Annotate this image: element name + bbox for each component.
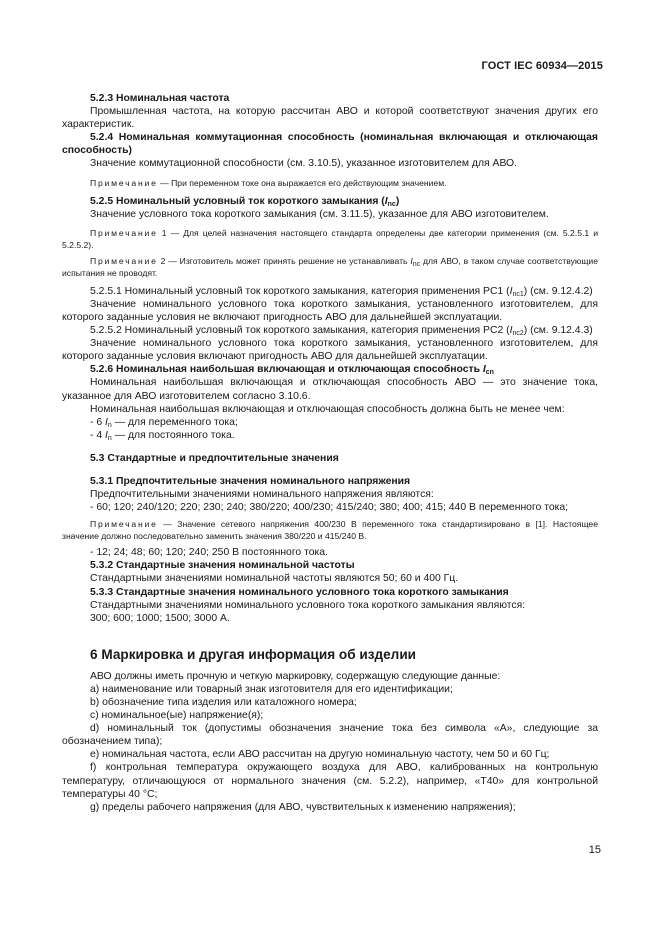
section-5-3-1-text: Предпочтительными значениями номинального напряжения являются: xyxy=(90,489,434,501)
symbol-subscript: n xyxy=(107,434,112,442)
list-item: c) номинальное(ые) напряжение(я); xyxy=(90,710,264,722)
symbol: I xyxy=(509,285,513,297)
section-5-2-5-2-head xyxy=(62,324,598,337)
note-text: 1 — Для целей назначения настоящего стандарта определены две категории применения (см. 5.2.5.1 и 5.2.5.2). xyxy=(62,227,598,250)
section-5-3-1-note xyxy=(62,518,598,542)
list-item: g) пределы рабочего напряжения (для АВО, чувствительных к изменению напряжения); xyxy=(90,801,516,813)
list-item: e) номинальная частота, если АВО рассчитан на другую номинальную частоту, чем 50 и 60 Гц; xyxy=(90,749,550,761)
head-text-end: ) (см. 9.12.4.2) xyxy=(523,285,593,297)
note-text: 2 — Изготовитель может принять решение не устанавливать xyxy=(157,255,411,266)
symbol: I xyxy=(105,429,108,441)
symbol-subscript: n xyxy=(107,421,112,429)
symbol: I xyxy=(509,325,513,337)
note-label: Примечание xyxy=(90,227,158,238)
symbol-subscript: nc2 xyxy=(512,330,524,338)
head-text-end: ) (см. 9.12.4.3) xyxy=(523,325,593,337)
symbol: I xyxy=(482,364,486,376)
symbol: I xyxy=(105,416,108,428)
section-5-2-5-note-2 xyxy=(62,255,598,279)
item-text-end: — для постоянного тока. xyxy=(111,429,235,441)
symbol-subscript: cn xyxy=(485,369,494,377)
symbol-subscript: nc xyxy=(412,260,421,268)
note-label: Примечание xyxy=(90,519,158,530)
page-number: 15 xyxy=(588,844,601,856)
item-text: - 4 xyxy=(90,429,106,441)
section-5-2-6-title xyxy=(62,363,598,376)
section-5-2-3-title: 5.2.3 Номинальная частота xyxy=(90,93,230,104)
title-text: 5.2.6 Номинальная наибольшая включающая и отключающая способность xyxy=(90,364,483,376)
symbol-subscript: nc xyxy=(387,200,396,208)
section-5-2-6-text-2: Номинальная наибольшая включающая и отключающая способность должна быть не менее чем: xyxy=(90,403,565,415)
symbol-subscript: nc1 xyxy=(512,290,524,298)
section-6-title: 6 Маркировка и другая информация об изделии xyxy=(90,646,417,662)
title-text-end: ) xyxy=(395,195,400,207)
document-header: ГОСТ IEC 60934—2015 xyxy=(481,60,603,72)
section-5-3-3-title: 5.3.3 Стандартные значения номинального условного тока короткого замыкания xyxy=(90,586,509,598)
list-item: - 12; 24; 48; 60; 120; 240; 250 В постоянного тока. xyxy=(90,547,328,559)
section-5-3-3-text-2: 300; 600; 1000; 1500; 3000 А. xyxy=(90,612,230,624)
section-5-2-5-text: Значение условного тока короткого замыкания (см. 3.11.5), указанное для АВО изготовителем. xyxy=(90,208,549,220)
item-text-end: — для переменного тока; xyxy=(111,416,238,428)
list-item: - 60; 120; 240/120; 220; 230; 240; 380/220; 400/230; 415/240; 380; 400; 415; 440 В переменного тока; xyxy=(90,502,569,514)
section-5-3-1-title: 5.3.1 Предпочтительные значения номинального напряжения xyxy=(90,475,411,487)
section-5-3-3-text-1: Стандартными значениями номинального условного тока короткого замыкания являются: xyxy=(90,599,526,611)
section-5-2-4-text: Значение коммутационной способности (см. 3.10.5), указанное изготовителем для АВО. xyxy=(90,158,517,170)
list-item: d) номинальный ток (допустимы обозначения значение тока без символа «А», следующие за обозначением типа); xyxy=(62,723,598,748)
note-label: Примечание xyxy=(90,177,158,188)
section-5-2-6-text-1: Номинальная наибольшая включающая и отключающая способность АВО — это значение тока, указанное для АВО изготовителем согласно 3.10.6. xyxy=(62,377,598,402)
section-5-2-5-1-text: Значение номинального условного тока короткого замыкания, установленного изготовителем, для которого заданные условия не включают пригодность АВО для дальнейшей эксплуатации. xyxy=(62,298,598,323)
list-item xyxy=(62,416,598,429)
section-5-2-3-text: Промышленная частота, на которую рассчитан АВО и которой соответствуют значения других его характеристик. xyxy=(62,106,598,131)
section-5-2-4-title: 5.2.4 Номинальная коммутационная способность (номинальная включающая и отключающая способность) xyxy=(62,132,598,157)
list-item xyxy=(62,429,598,442)
head-text: 5.2.5.1 Номинальный условный ток короткого замыкания, категория применения PC1 ( xyxy=(90,285,510,297)
symbol: I xyxy=(384,195,388,207)
note-label: Примечание xyxy=(90,255,158,266)
section-5-3-2-text: Стандартными значениями номинальной частоты являются 50; 60 и 400 Гц. xyxy=(90,573,459,585)
section-5-3-2-title: 5.3.2 Стандартные значения номинальной частоты xyxy=(90,560,355,572)
section-5-2-5-title xyxy=(62,195,598,208)
section-5-2-5-1-head xyxy=(62,285,598,298)
list-item: a) наименование или товарный знак изготовителя для его идентификации; xyxy=(90,683,453,695)
note-text: — При переменном токе она выражается его действующим значением. xyxy=(157,177,447,188)
section-5-2-5-note-1 xyxy=(62,227,598,251)
section-6-intro: АВО должны иметь прочную и четкую маркировку, содержащую следующие данные: xyxy=(90,670,501,682)
section-5-2-5-2-text: Значение номинального условного тока короткого замыкания, установленного изготовителем, для которого заданные условия включают пригодность АВО для дальнейшей эксплуатации. xyxy=(62,338,598,363)
section-5-2-4-note xyxy=(62,177,598,189)
list-item: f) контрольная температура окружающего воздуха для АВО, калиброванных на контрольную температуру, отличающуюся от нормального значения (см. 5.2.2), например, «T40» для контрольной температуры 40 °C; xyxy=(62,762,598,800)
symbol: I xyxy=(410,255,413,266)
page-body xyxy=(62,92,598,814)
title-text: 5.2.5 Номинальный условный ток короткого замыкания ( xyxy=(90,195,385,207)
section-5-3-title: 5.3 Стандартные и предпочтительные значения xyxy=(90,452,339,464)
note-text-end: для АВО, в таком случае соответствующие испытания не проводят. xyxy=(62,255,598,278)
list-item: b) обозначение типа изделия или каталожного номера; xyxy=(90,697,357,708)
head-text: 5.2.5.2 Номинальный условный ток короткого замыкания, категория применения PC2 ( xyxy=(90,325,510,337)
item-text: - 6 xyxy=(90,416,106,428)
note-text: — Значение сетевого напряжения 400/230 В переменного тока стандартизировано в [1]. Настоящее значение должно последовательно заменить значения 380/220 и 415/240 В. xyxy=(62,519,598,542)
